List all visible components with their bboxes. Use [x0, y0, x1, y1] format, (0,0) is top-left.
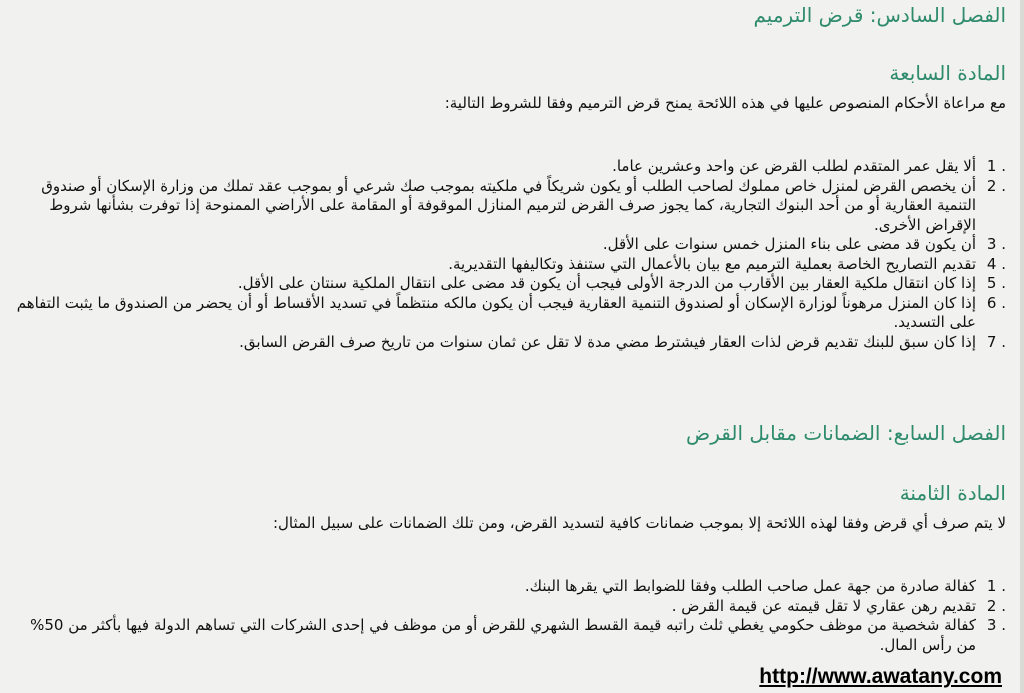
list-item	[14, 274, 1006, 294]
chapter-7-title: الفصل السابع: الضمانات مقابل القرض	[686, 421, 1006, 445]
article-8-guarantees-list	[14, 577, 1006, 655]
list-item	[14, 157, 1006, 177]
list-item-number: 7 .	[986, 332, 1006, 351]
list-item-text: إذا كان المنزل مرهوناً لوزارة الإسكان أو لصندوق التنمية العقارية فيجب أن يكون مالكه منتظماً في تسديد الأقساط أو أن يحضر من الصندوق ما يثبت التفاهم على التسديد.	[16, 293, 976, 331]
list-item-number: 3 .	[986, 235, 1006, 253]
chapter-6-title: الفصل السادس: قرض الترميم	[753, 3, 1006, 27]
list-item-text: أن يكون قد مضى على بناء المنزل خمس سنوات على الأقل.	[602, 235, 976, 253]
list-item-text: تقديم التصاريح الخاصة بعملية الترميم مع بيان بالأعمال التي ستنفذ وتكاليفها التقديرية.	[448, 254, 976, 273]
list-item	[14, 255, 1006, 275]
scrollbar-track[interactable]	[1020, 0, 1024, 693]
list-item-text: ألا يقل عمر المتقدم لطلب القرض عن واحد وعشرين عاما.	[612, 157, 976, 175]
article-8-intro: لا يتم صرف أي قرض وفقا لهذه اللائحة إلا بموجب ضمانات كافية لتسديد القرض، ومن تلك الضمانات على سبيل المثال:	[272, 514, 1006, 532]
list-item-number: 1 .	[986, 157, 1006, 175]
article-7-title: المادة السابعة	[889, 61, 1006, 85]
list-item-text: تقديم رهن عقاري لا تقل قيمته عن قيمة القرض .	[671, 596, 976, 615]
list-item-number: 6 .	[986, 293, 1006, 312]
article-8-title: المادة الثامنة	[899, 481, 1006, 505]
list-item-text: كفالة شخصية من موظف حكومي يغطي ثلث راتبه قيمة القسط الشهري للقرض أو من موظف في إحدى الشركات التي تساهم الدولة فيها بأكثر من 50% من رأس المال.	[30, 616, 976, 654]
list-item-number: 2 .	[986, 596, 1006, 615]
article-7-conditions-list	[14, 157, 1006, 352]
list-item	[14, 235, 1006, 255]
list-item-text: كفالة صادرة من جهة عمل صاحب الطلب وفقا للضوابط التي يقرها البنك.	[524, 577, 976, 595]
list-item	[14, 294, 1006, 333]
list-item	[14, 577, 1006, 597]
list-item-text: إذا كان سبق للبنك تقديم قرض لذات العقار فيشترط مضي مدة لا تقل عن ثمان سنوات من تاريخ صرف القرض السابق.	[239, 332, 976, 351]
list-item-number: 5 .	[986, 274, 1006, 292]
list-item-text: إذا كان انتقال ملكية العقار بين الأقارب من الدرجة الأولى فيجب أن يكون قد مضى على انتقال الملكية سنتان على الأقل.	[237, 274, 976, 292]
list-item-number: 3 .	[986, 616, 1006, 634]
list-item	[14, 333, 1006, 353]
list-item	[14, 177, 1006, 236]
watermark-link[interactable]: http://www.awatany.com	[759, 665, 1002, 688]
list-item	[14, 597, 1006, 617]
article-7-intro: مع مراعاة الأحكام المنصوص عليها في هذه اللائحة يمنح قرض الترميم وفقا للشروط التالية:	[444, 94, 1006, 112]
list-item	[14, 616, 1006, 655]
list-item-text: أن يخصص القرض لمنزل خاص مملوك لصاحب الطلب أو يكون شريكاً في ملكيته بموجب صك شرعي أو بموجب عقد تملك من وزارة الإسكان أو صندوق التنمية العقارية أو من أحد البنوك التجارية، كما يجوز صرف القرض لترميم المنازل الموقوفة أو المقامة على الأراضي الممنوحة إذا توفرت بشأنها شروط الإقراض الأخرى.	[41, 176, 976, 234]
list-item-number: 4 .	[986, 254, 1006, 273]
list-item-number: 2 .	[986, 176, 1006, 195]
list-item-number: 1 .	[986, 577, 1006, 595]
